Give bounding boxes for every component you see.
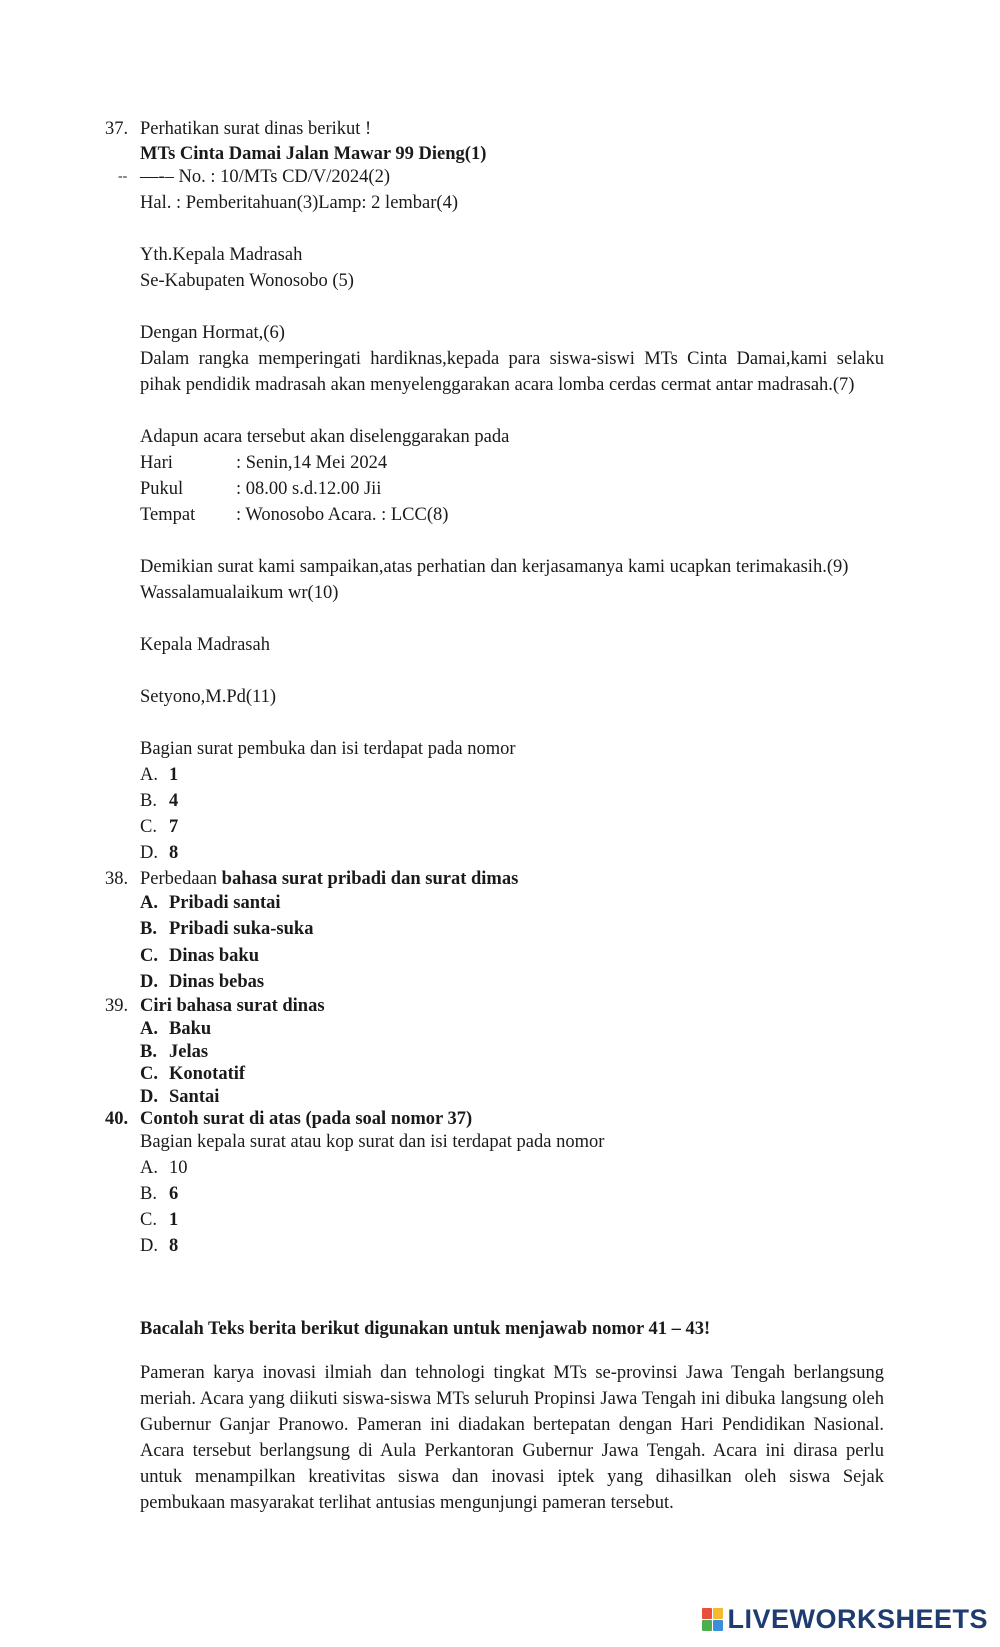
hari-value: : Senin,14 Mei 2024: [236, 453, 388, 473]
option-letter: C.: [140, 1064, 158, 1084]
option-letter: A.: [140, 1019, 158, 1039]
letter-nomor-prefix: —-–: [140, 167, 174, 187]
option-letter: D.: [140, 972, 158, 992]
option-text: 1: [169, 1210, 179, 1230]
option-letter: D.: [140, 843, 158, 863]
q38-option-c[interactable]: [140, 943, 259, 969]
letter-adapun: Adapun acara tersebut akan diselenggarakan pada: [140, 427, 510, 447]
option-letter: C.: [140, 1210, 157, 1230]
reading-text: Pameran karya inovasi ilmiah dan tehnologi tingkat MTs se-provinsi Jawa Tengah berlangsung meriah. Acara yang diikuti siswa-siswa MTs seluruh Propinsi Jawa Tengah ini dibuka langsung oleh Gubernur Ganjar Pranowo. Pameran ini diadakan bertepatan dengan Hari Pendidikan Nasional. Acara tersebut berlangsung di Aula Perkantoran Gubernur Jawa Tengah. Acara ini dirasa perlu untuk menampilkan kreativitas siswa dan inovasi iptek yang dihasilkan oleh siswa Sejak pembukaan masyarakat terlihat antusias mengunjungi pameran tersebut.: [140, 1363, 884, 1513]
option-text: 1: [169, 765, 179, 785]
option-text: 6: [169, 1184, 179, 1204]
q40-option-d[interactable]: [140, 1233, 178, 1259]
logo-text: LIVEWORKSHEETS: [727, 1604, 988, 1634]
hari-label: Hari: [140, 453, 173, 473]
letter-nomor: [140, 164, 390, 190]
option-text: Dinas bebas: [169, 972, 265, 992]
letter-tempat: [140, 502, 448, 528]
dash-mark: --: [118, 169, 128, 184]
option-text: Dinas baku: [169, 946, 259, 966]
option-letter: B.: [140, 1042, 157, 1062]
option-text: 8: [169, 843, 179, 863]
option-text: Jelas: [169, 1042, 209, 1062]
option-text: 10: [169, 1158, 188, 1178]
option-text: 8: [169, 1236, 179, 1256]
option-letter: A.: [140, 1158, 158, 1178]
question-39-text: Ciri bahasa surat dinas: [140, 996, 325, 1016]
logo-square-icon: [702, 1620, 712, 1631]
logo-mark-icon: [702, 1608, 723, 1631]
tempat-value: : Wonosobo Acara. : LCC(8): [236, 505, 449, 525]
option-text: Santai: [169, 1087, 220, 1107]
option-letter: C.: [140, 946, 158, 966]
letter-jabatan: Kepala Madrasah: [140, 635, 270, 655]
question-40-subtext: Bagian kepala surat atau kop surat dan isi terdapat pada nomor: [140, 1132, 605, 1152]
logo-square-icon: [713, 1608, 723, 1619]
option-text: Baku: [169, 1019, 212, 1039]
option-letter: D.: [140, 1087, 158, 1107]
option-text: Pribadi suka-suka: [169, 919, 314, 939]
option-letter: C.: [140, 817, 157, 837]
letter-hal: Hal. : Pemberitahuan(3)Lamp: 2 lembar(4): [140, 193, 458, 213]
letter-hari: [140, 450, 387, 476]
option-letter: A.: [140, 765, 158, 785]
question-38-prefix: Perbedaan: [140, 869, 222, 889]
option-letter: B.: [140, 919, 157, 939]
logo-square-icon: [702, 1608, 712, 1619]
option-letter: D.: [140, 1236, 158, 1256]
logo-square-icon: [713, 1620, 723, 1631]
letter-salam: Dengan Hormat,(6): [140, 323, 285, 343]
option-text: 7: [169, 817, 179, 837]
letter-kabupaten: Se-Kabupaten Wonosobo (5): [140, 271, 354, 291]
q38-option-d[interactable]: [140, 969, 264, 995]
option-letter: A.: [140, 893, 158, 913]
letter-nama: Setyono,M.Pd(11): [140, 687, 277, 707]
question-40-text: Contoh surat di atas (pada soal nomor 37): [140, 1109, 473, 1129]
liveworksheets-logo: [702, 1604, 988, 1635]
letter-body: Dalam rangka memperingati hardiknas,kepada para siswa-siswi MTs Cinta Damai,kami selaku pihak pendidik madrasah akan menyelenggarakan acara lomba cerdas cermat antar madrasah.(7): [140, 349, 884, 395]
letter-penutup: Demikian surat kami sampaikan,atas perhatian dan kerjasamanya kami ucapkan terimakasih.(9): [140, 557, 849, 577]
letter-wassalam: Wassalamualaikum wr(10): [140, 583, 339, 603]
letter-pukul: [140, 476, 381, 502]
option-text: Pribadi santai: [169, 893, 281, 913]
question-39-number: 39.: [105, 996, 129, 1016]
option-letter: B.: [140, 1184, 157, 1204]
question-37-intro: Perhatikan surat dinas berikut !: [140, 119, 372, 139]
option-text: Konotatif: [169, 1064, 246, 1084]
question-38-number: 38.: [105, 869, 129, 889]
q38-option-a[interactable]: [140, 890, 281, 916]
question-40-number: 40.: [105, 1109, 129, 1129]
pukul-label: Pukul: [140, 479, 184, 499]
q37-option-a[interactable]: [140, 762, 178, 788]
question-38-bold: bahasa surat pribadi dan surat dimas: [221, 869, 519, 889]
tempat-label: Tempat: [140, 505, 196, 525]
q37-option-c[interactable]: [140, 814, 178, 840]
question-37-number: 37.: [105, 119, 129, 139]
q37-option-d[interactable]: [140, 840, 178, 866]
question-37-text: Bagian surat pembuka dan isi terdapat pada nomor: [140, 739, 516, 759]
reading-instruction: Bacalah Teks berita berikut digunakan untuk menjawab nomor 41 – 43!: [140, 1319, 711, 1339]
pukul-value: : 08.00 s.d.12.00 Jii: [236, 479, 382, 499]
letter-header: MTs Cinta Damai Jalan Mawar 99 Dieng(1): [140, 144, 487, 164]
letter-nomor-value: No. : 10/MTs CD/V/2024(2): [178, 167, 391, 187]
q40-option-c[interactable]: [140, 1207, 178, 1233]
option-text: 4: [169, 791, 179, 811]
letter-yth: Yth.Kepala Madrasah: [140, 245, 303, 265]
q37-option-b[interactable]: [140, 788, 178, 814]
q40-option-a[interactable]: [140, 1155, 188, 1181]
question-38-text: [140, 866, 518, 892]
q38-option-b[interactable]: [140, 916, 313, 942]
option-letter: B.: [140, 791, 157, 811]
q40-option-b[interactable]: [140, 1181, 178, 1207]
